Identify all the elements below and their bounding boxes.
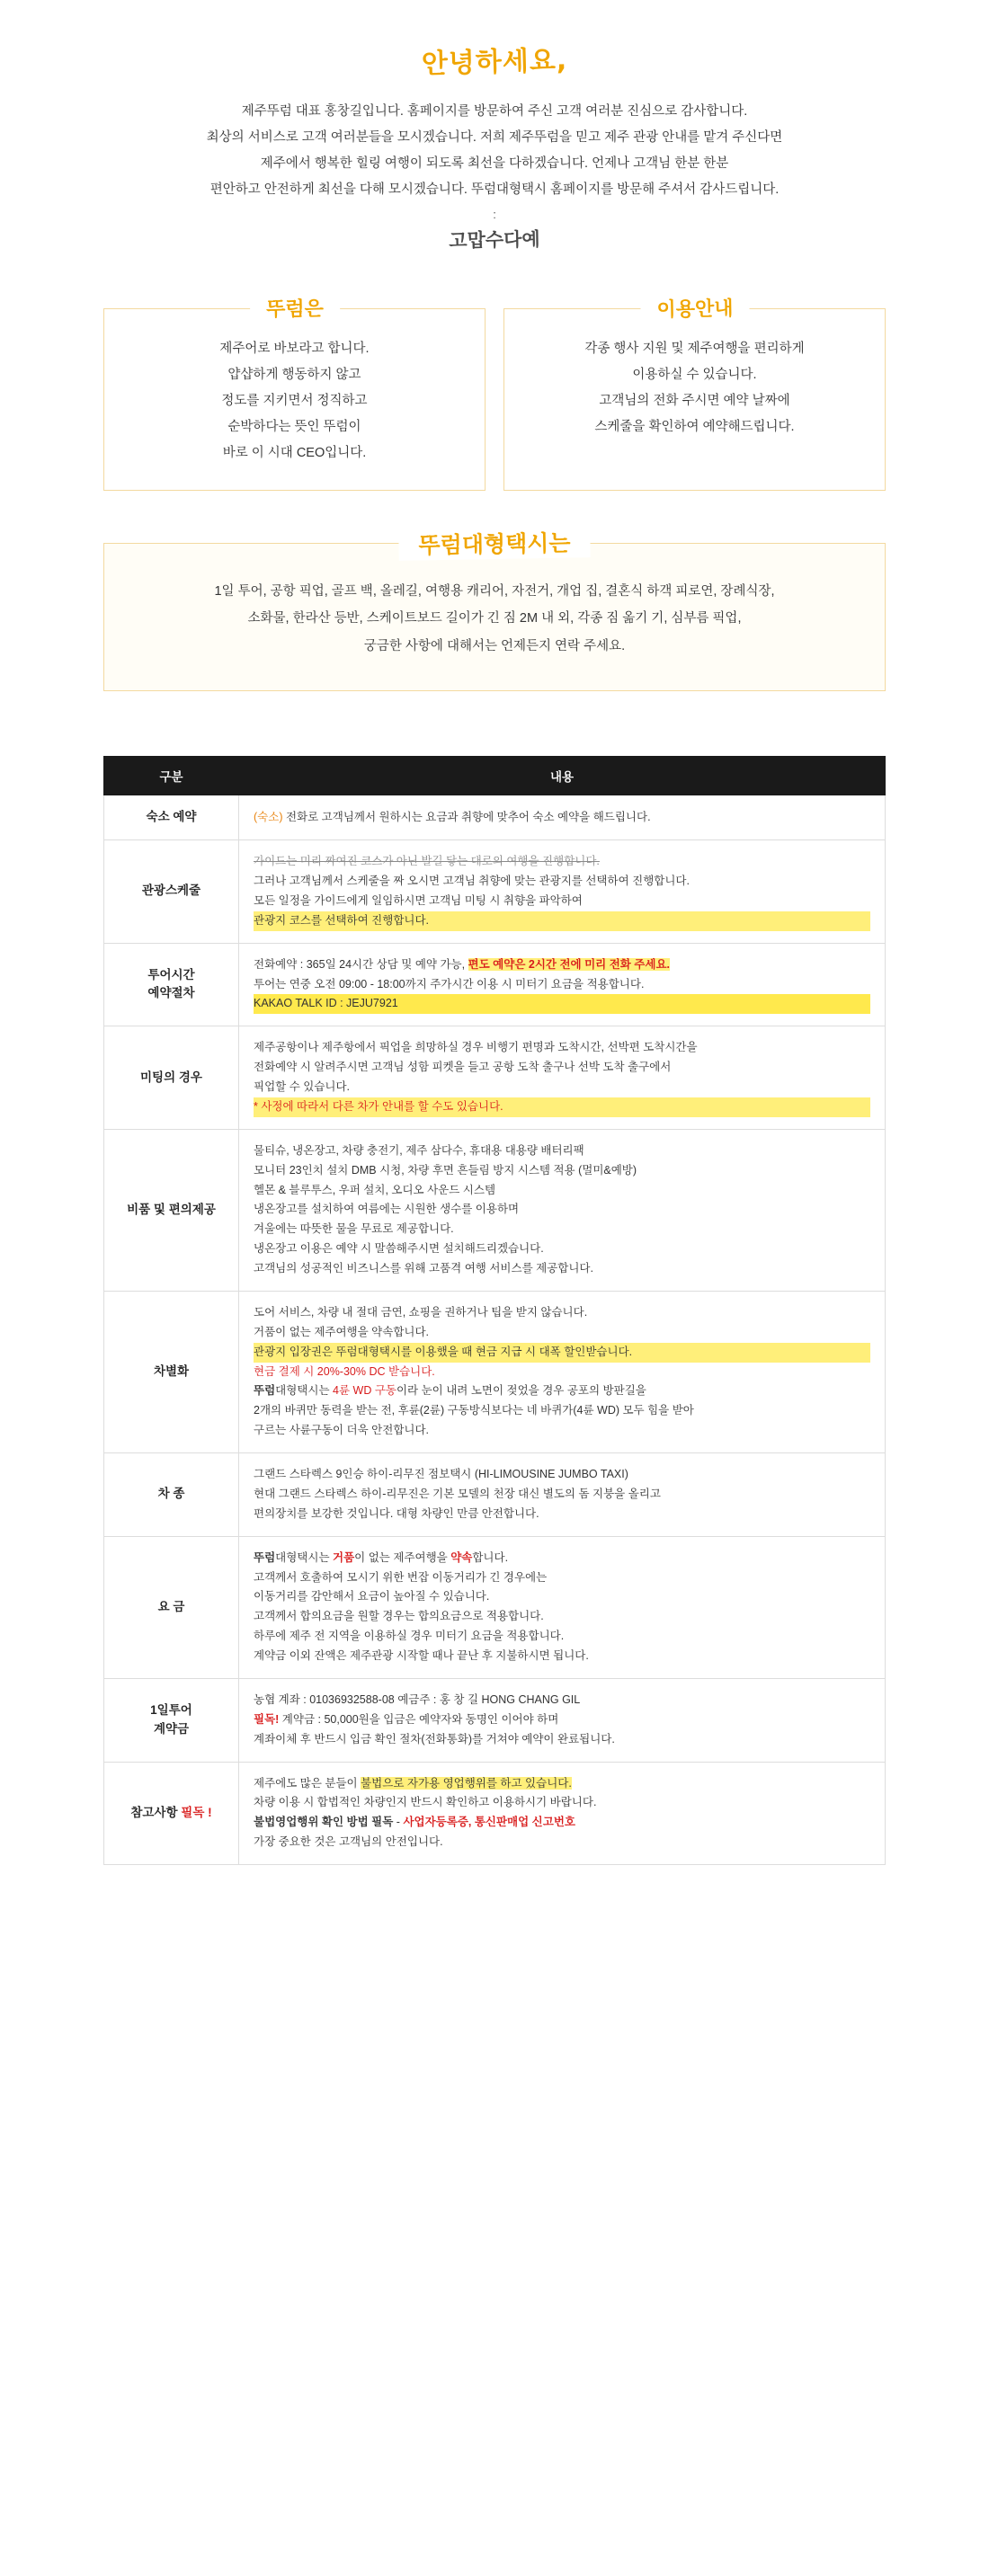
row-line: 2개의 바퀴만 동력을 받는 전, 후륜(2륜) 구동방식보다는 네 바퀴가(4륜 WD) 모두 힘을 받아 [254,1404,694,1417]
row-line: 픽업할 수 있습니다. [254,1080,351,1094]
info-card-body [522,336,867,440]
row-line: 모니터 23인치 설치 DMB 시청, 차량 후면 흔들림 방지 시스템 적용 (멀미&예방) [254,1163,637,1177]
row-line: 현금 결제 시 20%-30% DC 받습니다. [254,1364,435,1378]
table-row [104,1129,886,1291]
info-card-title: 뚜럼은 [249,293,339,323]
row-label [104,943,239,1026]
row-line: 가장 중요한 것은 고객님의 안전입니다. [254,1835,443,1849]
row-line: 제주공항이나 제주항에서 픽업을 희망하실 경우 비행기 편명과 도착시간, 선박편 도착시간을 [254,1041,698,1054]
row-line: 하루에 제주 전 지역을 이용하실 경우 미터기 요금을 적용합니다. [254,1630,565,1643]
table-header-label: 구분 [104,757,239,795]
row-line: 농협 계좌 : 01036932588-08 예금주 : 홍 창 길 HONG CHANG GIL [254,1692,581,1706]
row-content [239,1678,886,1762]
table-row [104,1291,886,1452]
greeting-thanks: 고맙수다예 [449,228,540,252]
row-line: 가이드는 미리 짜여진 코스가 아닌 발길 닿는 대로의 여행을 진행합니다. [254,855,600,868]
table-row [104,1678,886,1762]
row-line: 구르는 사륜구동이 더욱 안전합니다. [254,1424,430,1437]
info-card-title: 이용안내 [640,293,750,323]
greeting-body [0,99,989,203]
table-row [104,1026,886,1130]
info-card-line: 얍샵하게 행동하지 않고 [227,367,361,382]
row-label: 차별화 [104,1291,239,1452]
info-card-line: 순박하다는 뜻인 뚜럼이 [227,419,361,434]
row-line: 필독! 계약금 : 50,000원을 입금은 예약자와 동명인 이어야 하며 [254,1712,559,1726]
table-header-row [104,757,886,795]
row-content [239,943,886,1026]
services-line: 궁금한 사항에 대해서는 언제든지 연락 주세요. [363,638,626,653]
services-box [103,529,886,691]
info-table-head [104,757,886,795]
info-card-line: 스케줄을 확인하여 예약해드립니다. [594,419,795,434]
row-line: KAKAO TALK ID : JEJU7921 [254,994,870,1014]
info-card-usage [503,298,886,491]
row-label: 미팅의 경우 [104,1026,239,1130]
row-line: 계좌이체 후 반드시 입금 확인 절차(전화통화)를 거쳐야 예약이 완료됩니다. [254,1732,615,1745]
row-content [239,1026,886,1130]
services-box-title: 뚜럼대형택시는 [398,525,591,561]
row-line: 뚜럼대형택시는 거품이 없는 제주여행을 약속합니다. [254,1550,509,1564]
table-row [104,840,886,944]
row-label: 차 종 [104,1453,239,1537]
row-content [239,1129,886,1291]
row-line: 현대 그랜드 스타렉스 하이-리무진은 기본 모델의 천장 대신 별도의 돔 지붕을 올리고 [254,1487,661,1500]
row-line: 이동거리를 감안해서 요금이 높아질 수 있습니다. [254,1590,490,1603]
greeting-title: 안녕하세요, [421,44,568,81]
row-label-line: 1일투어 [150,1702,192,1717]
row-line: 그러나 고객님께서 스케줄을 짜 오시면 고객님 취향에 맞는 관광지를 선택하여 진행합니다. [254,875,690,888]
services-line: 1일 투어, 공항 픽업, 골프 백, 올레길, 여행용 캐리어, 자전거, 개업 집, 결혼식 하객 피로연, 장례식장, [214,583,775,599]
row-label: 비품 및 편의제공 [104,1129,239,1291]
row-label: 요 금 [104,1536,239,1678]
info-card-line: 각종 행사 지원 및 제주여행을 편리하게 [584,341,805,356]
row-label: 관광스케줄 [104,840,239,944]
row-content [239,840,886,944]
row-content [239,1536,886,1678]
services-box-body [131,578,858,660]
row-label-line: 예약절차 [147,986,195,1000]
row-line: 투어는 연중 오전 09:00 - 18:00까지 주가시간 이용 시 미터기 요금을 적용합니다. [254,977,645,990]
greeting-section [0,0,989,253]
row-line: 계약금 이외 잔액은 제주관광 시작할 때나 끝난 후 지불하시면 됩니다. [254,1649,589,1663]
info-card-line: 고객님의 전화 주시면 예약 날짜에 [599,393,790,408]
greeting-line: 최상의 서비스로 고객 여러분들을 모시겠습니다. 저희 제주뚜럼을 믿고 제주 관광 안내를 맡겨 주신다면 [206,130,783,145]
row-line: 고객께서 합의요금을 원할 경우는 합의요금으로 적용합니다. [254,1610,544,1623]
row-label-line: 투어시간 [147,967,195,982]
row-line: 전화예약 : 365일 24시간 상담 및 예약 가능, 편도 예약은 2시간 전에 미리 전화 주세요. [254,957,671,971]
row-line: 거품이 없는 제주여행을 약속합니다. [254,1325,430,1338]
info-card-line: 제주어로 바보라고 합니다. [219,341,370,356]
greeting-line: 제주뚜럼 대표 홍창길입니다. 홈페이지를 방문하여 주신 고객 여러분 진심으로 감사합니다. [241,104,748,119]
row-line: 모든 일정을 가이드에게 일임하시면 고객님 미팅 시 취향을 파악하여 [254,893,583,907]
greeting-line: 제주에서 행복한 힐링 여행이 되도록 최선을 다하겠습니다. 언제나 고객님 한분 한분 [260,156,729,171]
row-content [239,1453,886,1537]
row-content [239,1291,886,1452]
row-line: 물티슈, 냉온장고, 차량 충전기, 제주 삼다수, 휴대용 대용량 배터리팩 [254,1143,584,1157]
info-card-line: 바로 이 시대 CEO입니다. [222,445,367,460]
row-line: 고객께서 호출하여 모시기 위한 번잡 이동거리가 긴 경우에는 [254,1570,548,1584]
row-line: 그랜드 스타렉스 9인승 하이-리무진 점보택시 (HI-LIMOUSINE JUMBO TAXI) [254,1468,628,1481]
row-label-line: 계약금 [153,1721,190,1736]
row-line: 고객님의 성공적인 비즈니스를 위해 고품격 여행 서비스를 제공합니다. [254,1262,593,1275]
row-line: 뚜럼대형택시는 4륜 WD 구동이라 눈이 내려 노면이 젖었을 경우 공포의 방판길을 [254,1384,646,1398]
row-line: 헬몬 & 블루투스, 우퍼 설치, 오디오 사운드 시스템 [254,1183,496,1196]
info-card-line: 정도를 지키면서 정직하고 [221,393,368,408]
table-row [104,1762,886,1865]
info-cards-section [0,298,989,491]
table-row [104,1536,886,1678]
row-line: 관광지 코스를 선택하여 진행합니다. [254,911,870,931]
row-line: 관광지 입장권은 뚜럼대형택시를 이용했을 때 현금 지급 시 대폭 할인받습니다. [254,1343,870,1363]
row-line: 냉온장고를 설치하여 여름에는 시원한 생수를 이용하며 [254,1203,520,1216]
row-line: 차량 이용 시 합법적인 차량인지 반드시 확인하고 이용하시기 바랍니다. [254,1796,597,1809]
row-line: 전화예약 시 알려주시면 고객님 성함 피켓을 들고 공항 도착 출구나 선박 도착 출구에서 [254,1061,672,1074]
services-line: 소화물, 한라산 등반, 스케이트보드 길이가 긴 짐 2M 내 외, 각종 짐 옮기 기, 심부름 픽업, [247,611,742,626]
greeting-dots: : [493,208,496,221]
row-label: 참고사항 필독 ! [104,1762,239,1865]
table-row [104,943,886,1026]
row-line: * 사정에 따라서 다른 차가 안내를 할 수도 있습니다. [254,1097,870,1117]
info-card-ddureum [103,298,486,491]
row-line: (숙소) 전화로 고객님께서 원하시는 요금과 취향에 맞추어 숙소 예약을 해드립니다. [254,810,651,823]
info-card-line: 이용하실 수 있습니다. [632,367,757,382]
row-content [239,1762,886,1865]
row-line: 편의장치를 보강한 것입니다. 대형 차량인 만큼 안전합니다. [254,1506,539,1520]
row-label: 숙소 예약 [104,795,239,840]
info-card-body [122,336,467,466]
row-line: 제주에도 많은 분들이 불법으로 자가용 영업행위를 하고 있습니다. [254,1776,572,1790]
row-line: 겨울에는 따뜻한 물을 무료로 제공합니다. [254,1222,454,1236]
table-row [104,795,886,840]
table-header-content: 내용 [239,757,886,795]
row-label [104,1678,239,1762]
row-line: 냉온장고 이용은 예약 시 말씀해주시면 설치해드리겠습니다. [254,1242,544,1256]
row-line: 불법영업행위 확인 방법 필독 - 사업자등록증, 통신판매업 신고번호 [254,1816,575,1829]
info-table [103,756,886,1865]
row-line: 도어 서비스, 차량 내 절대 금연, 쇼핑을 권하거나 팁을 받지 않습니다. [254,1305,588,1319]
row-content [239,795,886,840]
table-row [104,1453,886,1537]
info-table-body [104,795,886,1865]
greeting-line: 편안하고 안전하게 최선을 다해 모시겠습니다. 뚜럼대형택시 홈페이지를 방문해 주셔서 감사드립니다. [209,182,780,197]
